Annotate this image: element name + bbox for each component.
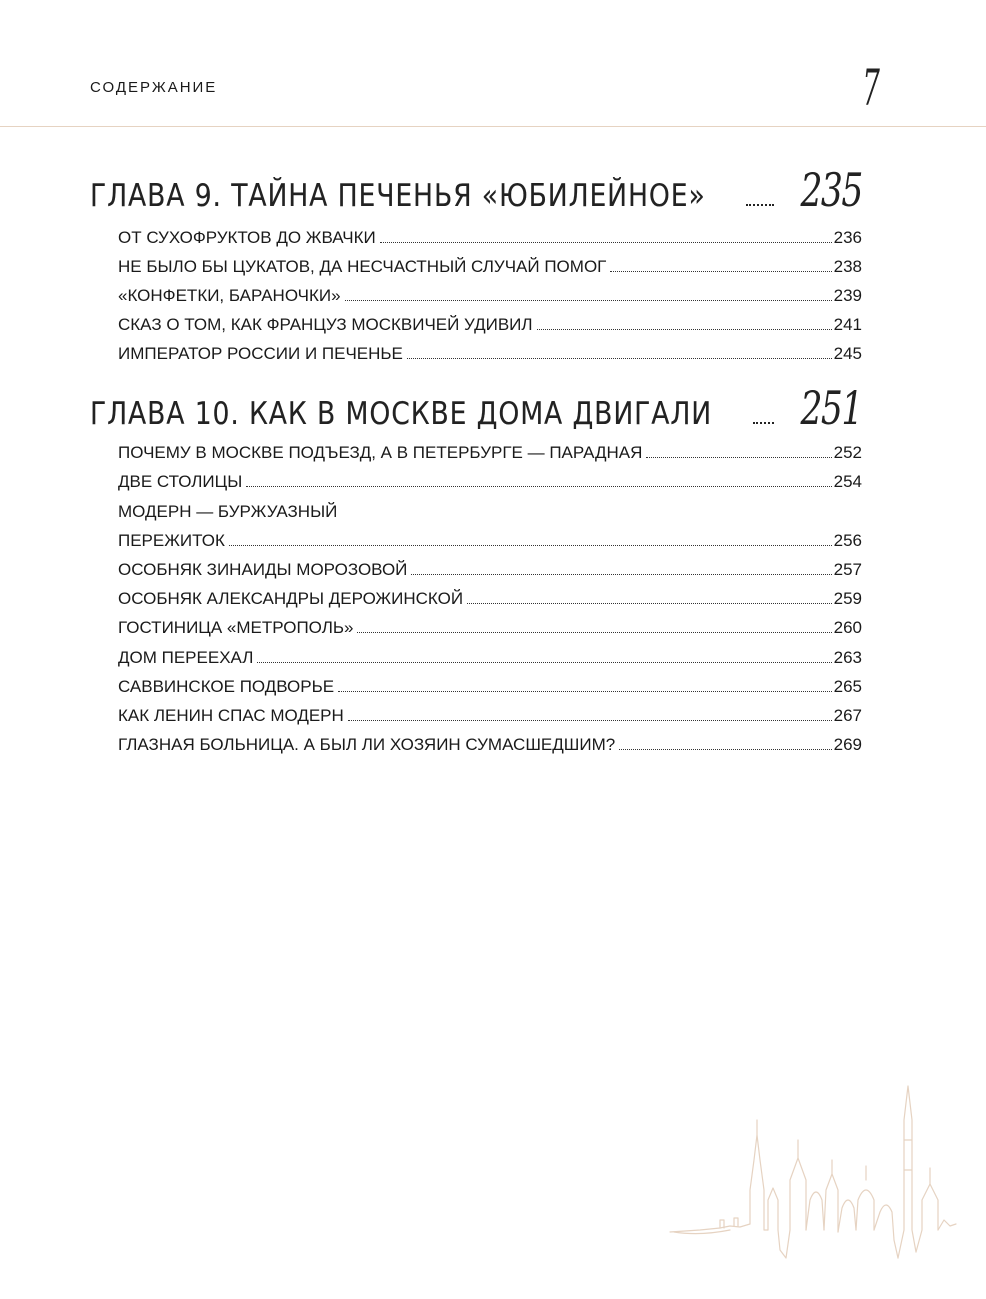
entry-page-number: 269 [833, 735, 862, 754]
entry-title: ПЕРЕЖИТОК [118, 531, 225, 550]
toc-entry[interactable] [118, 501, 862, 523]
dot-leader [348, 720, 832, 721]
entry-page-number: 257 [833, 560, 862, 579]
toc-entry[interactable] [118, 442, 862, 464]
dot-leader [467, 603, 832, 604]
dot-leader [537, 329, 832, 330]
toc-entry[interactable] [118, 705, 862, 727]
entry-page-number: 265 [833, 677, 862, 696]
dot-leader [229, 545, 832, 546]
entry-page-number: 267 [833, 706, 862, 725]
toc-entry[interactable] [118, 676, 862, 698]
dot-leader [357, 632, 831, 633]
dot-leader [338, 691, 832, 692]
running-head: СОДЕРЖАНИЕ [90, 79, 218, 96]
dot-leader [619, 749, 831, 750]
header-rule [0, 126, 986, 127]
toc-entry[interactable] [118, 314, 862, 336]
toc-entry[interactable] [118, 588, 862, 610]
entry-title: ОТ СУХОФРУКТОВ ДО ЖВАЧКИ [118, 228, 376, 247]
entry-title: ОСОБНЯК ЗИНАИДЫ МОРОЗОВОЙ [118, 560, 408, 579]
entry-title: ГОСТИНИЦА «МЕТРОПОЛЬ» [118, 618, 354, 637]
entry-page-number: 259 [833, 589, 862, 608]
dot-leader [407, 358, 832, 359]
toc-entry[interactable] [118, 285, 862, 307]
dot-leader [746, 204, 774, 206]
entry-title: НЕ БЫЛО БЫ ЦУКАТОВ, ДА НЕСЧАСТНЫЙ СЛУЧАЙ ПОМОГ [118, 257, 607, 276]
entry-title: СКАЗ О ТОМ, КАК ФРАНЦУЗ МОСКВИЧЕЙ УДИВИЛ [118, 315, 533, 334]
entry-title: МОДЕРН — БУРЖУАЗНЫЙ [118, 502, 338, 521]
entry-title: «КОНФЕТКИ, БАРАНОЧКИ» [118, 286, 341, 305]
dot-leader [380, 242, 832, 243]
toc-entry[interactable] [118, 227, 862, 249]
moscow-skyline-icon [660, 1080, 960, 1270]
page-number: 7 [862, 59, 880, 117]
toc-entry[interactable] [118, 647, 862, 669]
entry-title: ДОМ ПЕРЕЕХАЛ [118, 648, 254, 667]
dot-leader [257, 662, 831, 663]
dot-leader [646, 457, 831, 458]
chapter-heading[interactable] [90, 381, 862, 435]
toc-entry[interactable] [118, 734, 862, 756]
toc-entry[interactable] [118, 617, 862, 639]
entry-title: ГЛАЗНАЯ БОЛЬНИЦА. А БЫЛ ЛИ ХОЗЯИН СУМАСШЕДШИМ? [118, 735, 616, 754]
entry-page-number: 236 [833, 228, 862, 247]
entry-page-number: 245 [833, 344, 862, 363]
dot-leader [753, 422, 774, 424]
entry-title: ИМПЕРАТОР РОССИИ И ПЕЧЕНЬЕ [118, 344, 403, 363]
entry-page-number: 239 [833, 286, 862, 305]
chapter-heading[interactable] [90, 163, 862, 217]
entry-title: ОСОБНЯК АЛЕКСАНДРЫ ДЕРОЖИНСКОЙ [118, 589, 464, 608]
dot-leader [411, 574, 831, 575]
chapter-title: ГЛАВА 9. ТАЙНА ПЕЧЕНЬЯ «ЮБИЛЕЙНОЕ» [90, 178, 706, 214]
entry-page-number: 252 [833, 443, 862, 462]
entry-page-number: 260 [833, 618, 862, 637]
toc-entry[interactable] [118, 256, 862, 278]
entry-title: ДВЕ СТОЛИЦЫ [118, 472, 243, 491]
toc-entry[interactable] [118, 471, 862, 493]
dot-leader [610, 271, 831, 272]
entry-page-number: 263 [833, 648, 862, 667]
entry-title: САВВИНСКОЕ ПОДВОРЬЕ [118, 677, 335, 696]
dot-leader [246, 486, 831, 487]
entry-page-number: 254 [833, 472, 862, 491]
toc-entry[interactable] [118, 530, 862, 552]
entry-page-number: 241 [833, 315, 862, 334]
chapter-page-number: 235 [800, 163, 862, 217]
entry-title: ПОЧЕМУ В МОСКВЕ ПОДЪЕЗД, А В ПЕТЕРБУРГЕ — ПАРАДНАЯ [118, 443, 643, 462]
chapter-page-number: 251 [800, 381, 862, 435]
toc-entry[interactable] [118, 559, 862, 581]
entry-page-number: 238 [833, 257, 862, 276]
entry-page-number: 256 [833, 531, 862, 550]
toc-entry[interactable] [118, 343, 862, 365]
entry-title: КАК ЛЕНИН СПАС МОДЕРН [118, 706, 344, 725]
chapter-title: ГЛАВА 10. КАК В МОСКВЕ ДОМА ДВИГАЛИ [90, 396, 713, 432]
dot-leader [345, 300, 832, 301]
